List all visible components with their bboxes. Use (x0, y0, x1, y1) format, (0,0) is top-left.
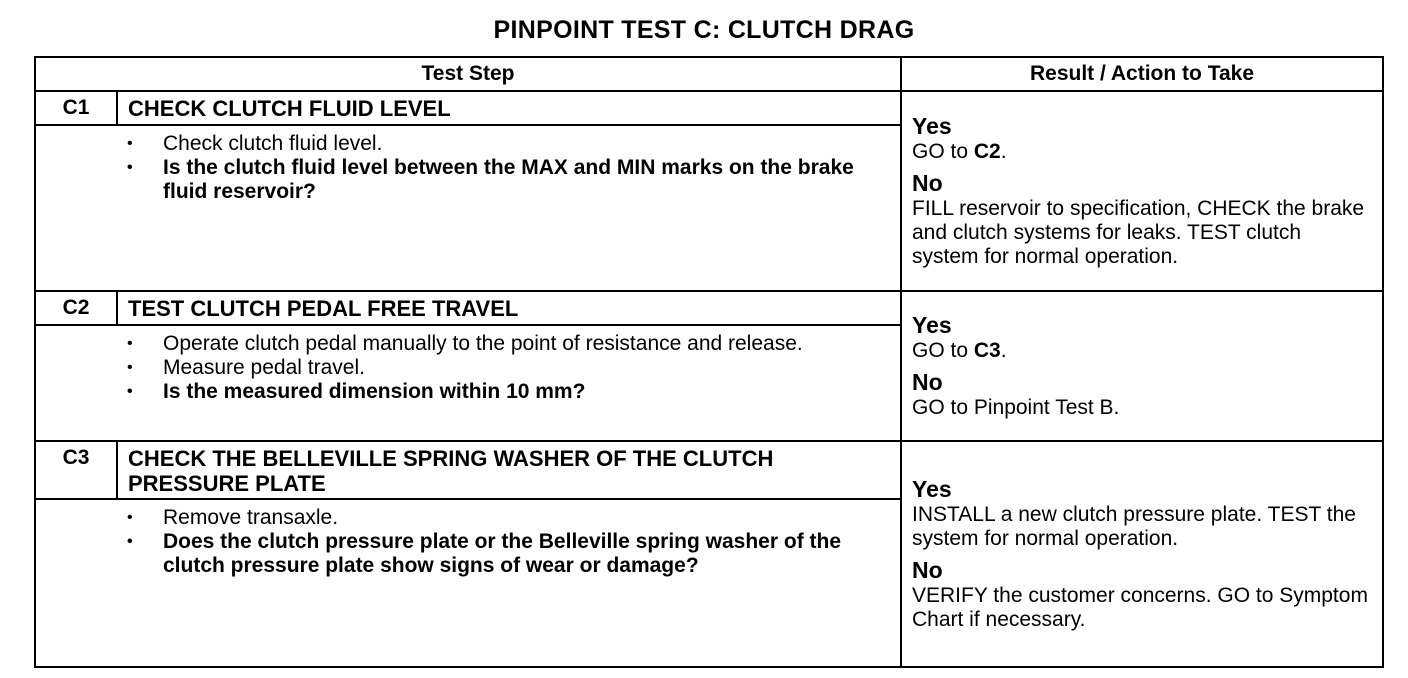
step-c2-items (117, 325, 901, 441)
page-title: PINPOINT TEST C: CLUTCH DRAG (493, 16, 915, 44)
list-item: • Measure pedal travel. (163, 356, 890, 380)
step-c1-items (117, 125, 901, 291)
yes-label: Yes (912, 312, 952, 338)
no-label: No (912, 557, 943, 583)
yes-action: INSTALL a new clutch pressure plate. TEST the system for normal operation. (912, 503, 1356, 550)
step-heading: CHECK THE BELLEVILLE SPRING WASHER OF THE CLUTCH PRESSURE PLATE (117, 441, 901, 499)
yes-action: GO to C3. (912, 339, 1007, 362)
step-c2-heading-row (35, 291, 1383, 325)
list-item: • Operate clutch pedal manually to the point of resistance and release. (163, 332, 890, 356)
header-test-step: Test Step (35, 57, 901, 91)
step-id: C3 (35, 441, 117, 499)
no-action: FILL reservoir to specification, CHECK the brake and clutch systems for leaks. TEST clutch system for normal operation. (912, 197, 1365, 268)
pinpoint-test-table (34, 56, 1384, 668)
list-item-question: • Is the measured dimension within 10 mm? (163, 380, 890, 404)
list-item-question: • Does the clutch pressure plate or the Belleville spring washer of the clutch pressure plate show signs of wear or damage? (163, 530, 890, 578)
yes-label: Yes (912, 476, 952, 502)
yes-label: Yes (912, 113, 952, 139)
no-action: VERIFY the customer concerns. GO to Symptom Chart if necessary. (912, 584, 1368, 631)
no-action: GO to Pinpoint Test B. (912, 396, 1120, 419)
table-header-row (35, 57, 1383, 91)
step-c1-heading-row (35, 91, 1383, 125)
step-heading: CHECK CLUTCH FLUID LEVEL (117, 91, 901, 125)
step-id: C2 (35, 291, 117, 325)
no-label: No (912, 170, 943, 196)
step-heading: TEST CLUTCH PEDAL FREE TRAVEL (117, 291, 901, 325)
step-c1-result (901, 91, 1383, 291)
step-id: C1 (35, 91, 117, 125)
yes-action: GO to C2. (912, 140, 1007, 163)
no-label: No (912, 369, 943, 395)
step-c3-items (117, 499, 901, 667)
header-result: Result / Action to Take (901, 57, 1383, 91)
list-item-question: • Is the clutch fluid level between the MAX and MIN marks on the brake fluid reservoir? (163, 156, 890, 204)
step-c3-heading-row (35, 441, 1383, 499)
list-item: • Check clutch fluid level. (163, 132, 890, 156)
step-c2-result (901, 291, 1383, 441)
step-c3-result (901, 441, 1383, 667)
list-item: • Remove transaxle. (163, 506, 890, 530)
